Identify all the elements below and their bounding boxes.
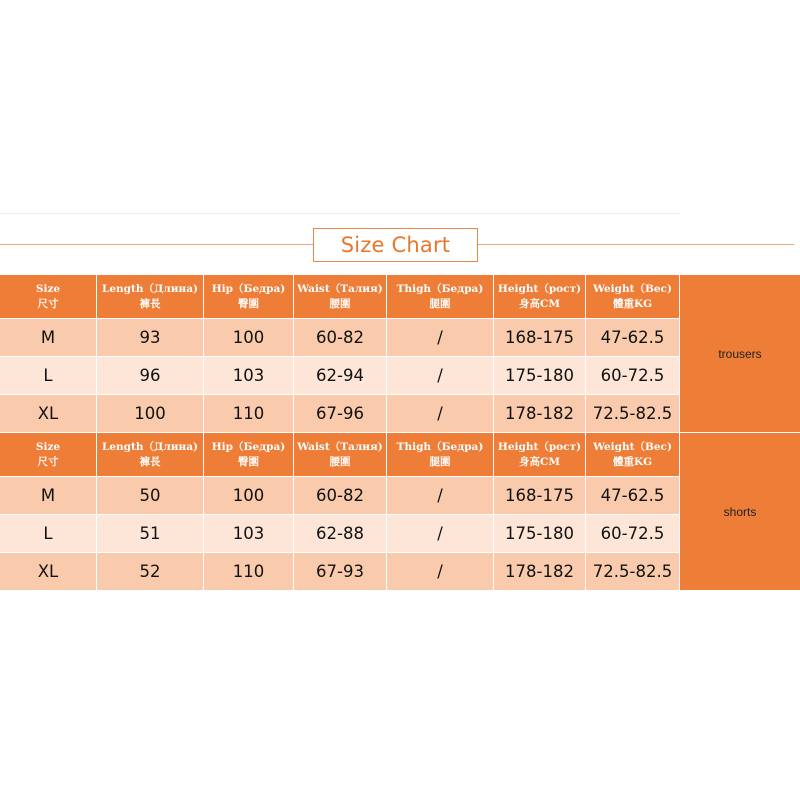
title-rule-left (0, 244, 313, 245)
header-label: Thigh（Бедра) (396, 282, 484, 295)
header-cell-weight (586, 275, 680, 319)
cell-thigh: / (387, 477, 494, 515)
size-chart-title: Size Chart (313, 228, 478, 262)
cell-size: XL (0, 553, 97, 591)
cell-hip: 103 (204, 515, 294, 553)
cell-size: XL (0, 395, 97, 433)
header-label: Height（рост) (497, 282, 582, 295)
cell-height: 168-175 (494, 319, 586, 357)
cell-thigh: / (387, 357, 494, 395)
header-label-cn: 尺寸 (37, 455, 59, 468)
header-label-cn: 臀圍 (238, 455, 259, 468)
cell-waist: 60-82 (294, 319, 387, 357)
header-label: Length（Длина) (101, 282, 198, 295)
header-cell-height (494, 275, 586, 319)
header-cell-thigh (387, 433, 494, 477)
header-cell-waist (294, 275, 387, 319)
header-label: Length（Длина) (101, 440, 198, 453)
header-label: Hip（Бедра) (211, 282, 286, 295)
title-rule-right (478, 244, 794, 245)
cell-hip: 110 (204, 395, 294, 433)
top-rule (0, 213, 680, 214)
header-label-cn: 體重KG (612, 455, 653, 468)
cell-weight: 60-72.5 (586, 515, 680, 553)
cell-weight: 72.5-82.5 (586, 395, 680, 433)
section-label-shorts: shorts (680, 433, 800, 591)
header-cell-waist (294, 433, 387, 477)
cell-size: M (0, 477, 97, 515)
header-cell-size (0, 275, 97, 319)
cell-hip: 103 (204, 357, 294, 395)
header-label: Weight（Вес) (593, 440, 672, 453)
cell-height: 168-175 (494, 477, 586, 515)
section-label-trousers: trousers (680, 275, 800, 433)
header-label-cn: 褲長 (139, 297, 161, 310)
cell-waist: 67-96 (294, 395, 387, 433)
header-label-cn: 尺寸 (37, 297, 59, 310)
cell-length: 96 (97, 357, 204, 395)
header-cell-weight (586, 433, 680, 477)
header-cell-length (97, 433, 204, 477)
cell-height: 175-180 (494, 357, 586, 395)
header-label-cn: 腿圍 (429, 297, 451, 310)
cell-length: 100 (97, 395, 204, 433)
cell-thigh: / (387, 319, 494, 357)
cell-length: 51 (97, 515, 204, 553)
header-label-cn: 腰圍 (329, 455, 351, 468)
header-label-cn: 身高CM (519, 455, 560, 468)
cell-hip: 110 (204, 553, 294, 591)
header-label-cn: 身高CM (519, 297, 560, 310)
header-label-cn: 臀圍 (238, 297, 259, 310)
header-label: Weight（Вес) (593, 282, 672, 295)
cell-waist: 67-93 (294, 553, 387, 591)
header-cell-length (97, 275, 204, 319)
cell-waist: 62-94 (294, 357, 387, 395)
header-label: Size (35, 440, 61, 453)
cell-height: 178-182 (494, 395, 586, 433)
header-label: Waist（Талия) (297, 440, 383, 453)
cell-length: 93 (97, 319, 204, 357)
cell-size: M (0, 319, 97, 357)
cell-weight: 60-72.5 (586, 357, 680, 395)
header-label: Thigh（Бедра) (396, 440, 484, 453)
header-cell-hip (204, 275, 294, 319)
header-label: Height（рост) (497, 440, 582, 453)
cell-weight: 72.5-82.5 (586, 553, 680, 591)
cell-length: 50 (97, 477, 204, 515)
cell-hip: 100 (204, 477, 294, 515)
header-cell-hip (204, 433, 294, 477)
header-label-cn: 體重KG (612, 297, 653, 310)
header-label-cn: 腰圍 (329, 297, 351, 310)
header-label: Hip（Бедра) (211, 440, 286, 453)
header-cell-height (494, 433, 586, 477)
cell-weight: 47-62.5 (586, 477, 680, 515)
header-label-cn: 腿圍 (429, 455, 451, 468)
header-cell-thigh (387, 275, 494, 319)
header-label: Waist（Талия) (297, 282, 383, 295)
cell-height: 175-180 (494, 515, 586, 553)
cell-weight: 47-62.5 (586, 319, 680, 357)
cell-size: L (0, 515, 97, 553)
cell-waist: 62-88 (294, 515, 387, 553)
cell-height: 178-182 (494, 553, 586, 591)
cell-hip: 100 (204, 319, 294, 357)
cell-length: 52 (97, 553, 204, 591)
cell-thigh: / (387, 515, 494, 553)
header-cell-size (0, 433, 97, 477)
cell-thigh: / (387, 395, 494, 433)
cell-thigh: / (387, 553, 494, 591)
cell-waist: 60-82 (294, 477, 387, 515)
cell-size: L (0, 357, 97, 395)
header-label-cn: 褲長 (139, 455, 161, 468)
header-label: Size (35, 282, 61, 295)
